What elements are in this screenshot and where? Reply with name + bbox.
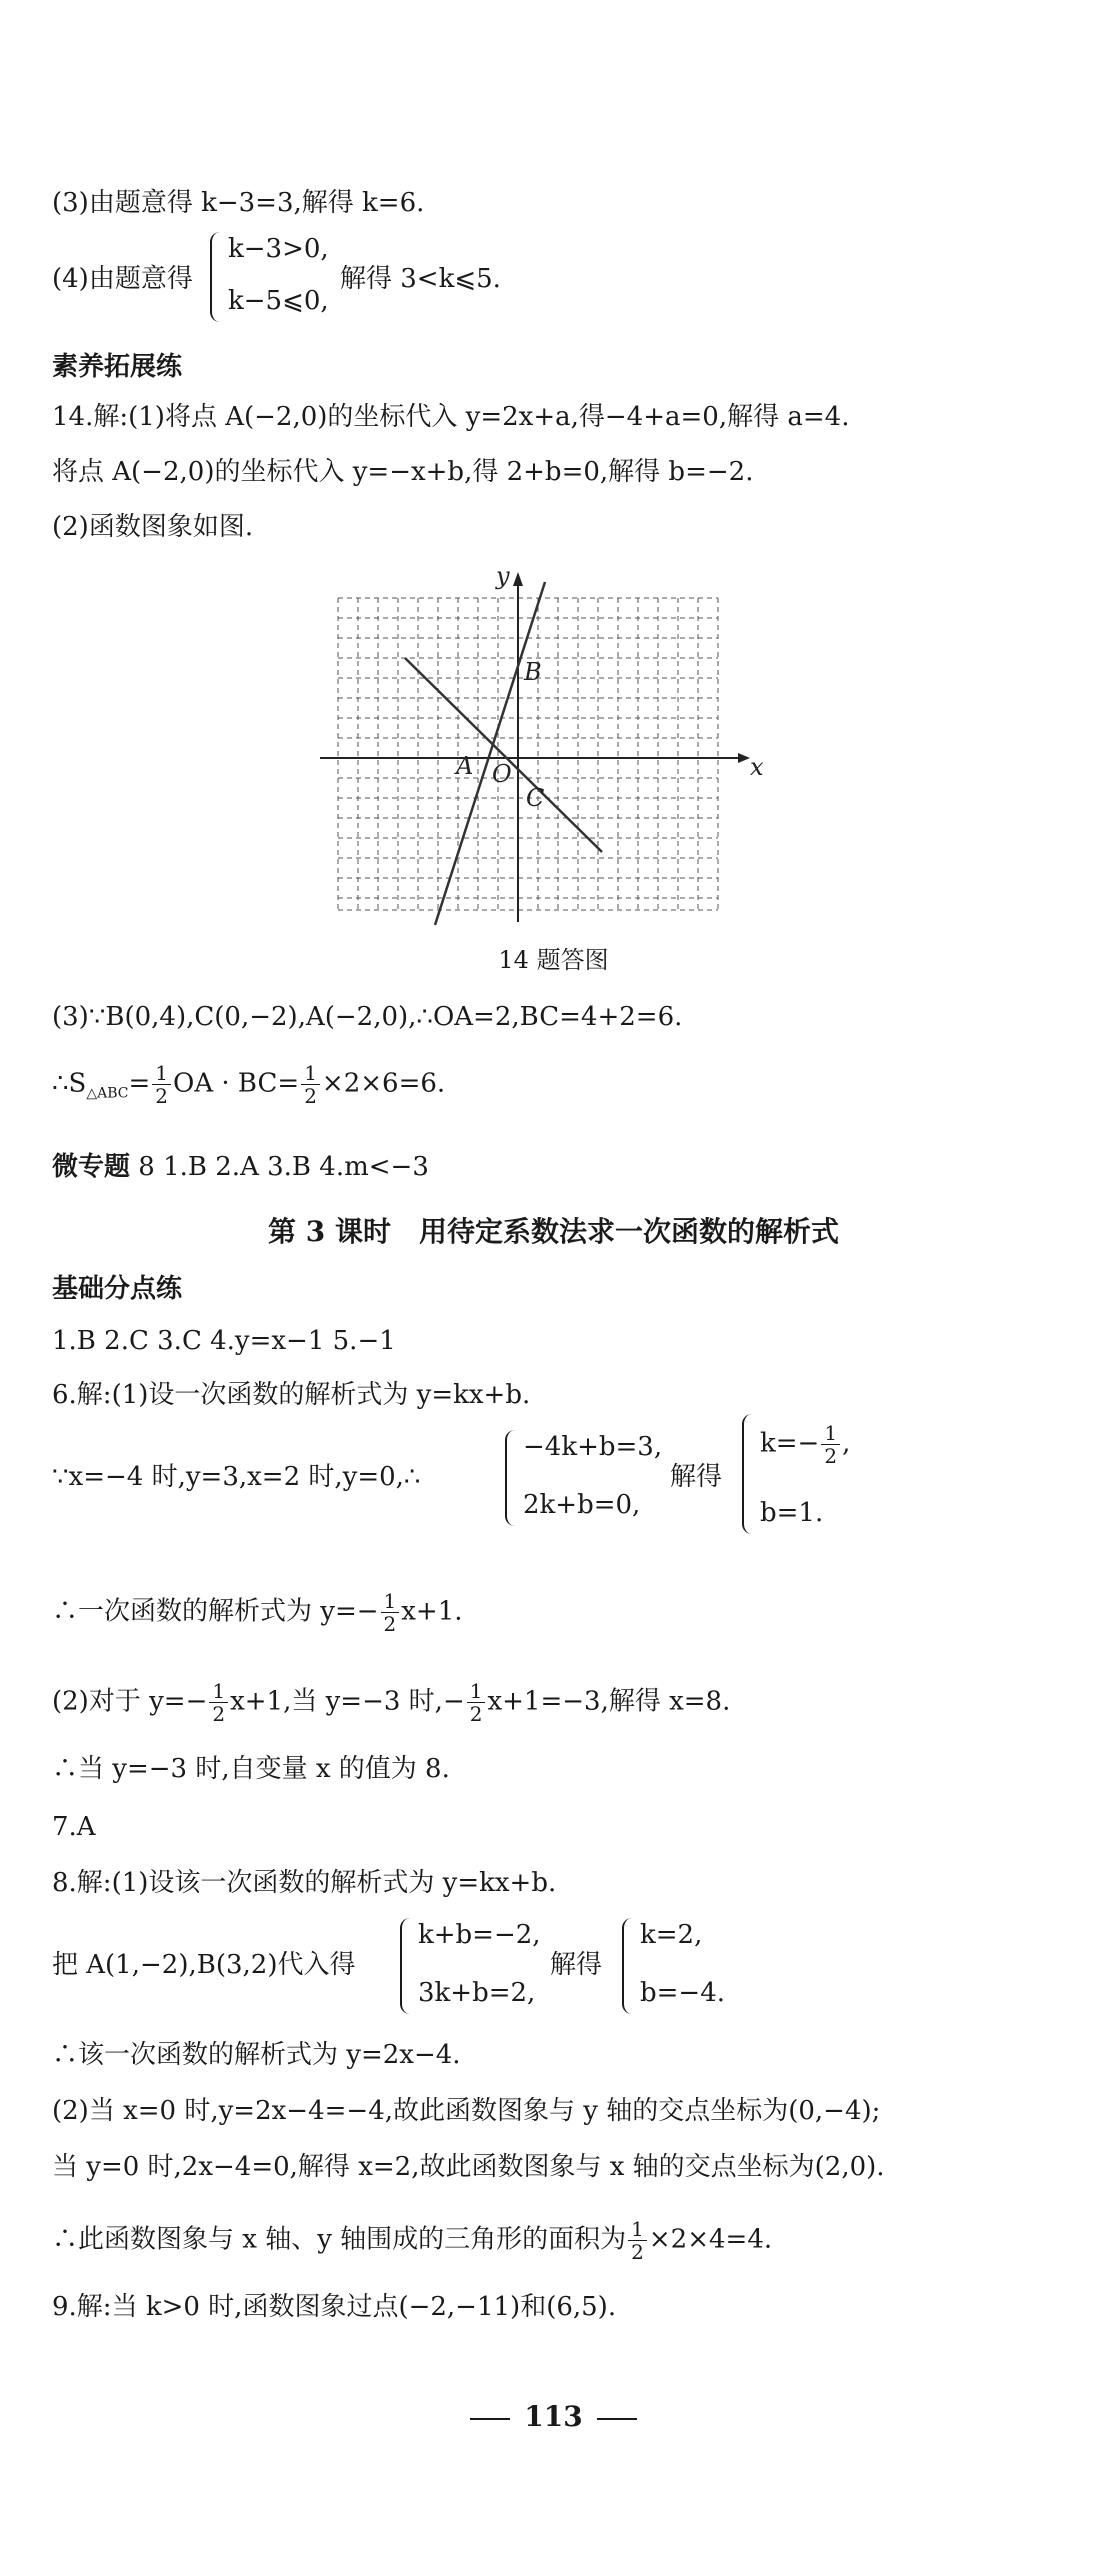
answer-6-part-2: (2)对于 y=− $\frac{1}{2}$ x+1,当 y=−3 时,− $\frac{1}{2}$ x+1=−3,解得 x=8. (52, 1679, 731, 1726)
answer-6-line-1: 6.解:(1)设一次函数的解析式为 y=kx+b. (52, 1380, 531, 1410)
answer-14-line-2: 将点 A(−2,0)的坐标代入 y=−x+b,得 2+b=0,解得 b=−2. (52, 457, 754, 487)
answers-1-5: 1.B 2.C 3.C 4.y=x−1 5.−1 (52, 1326, 396, 1356)
system-eq-2: k−5⩽0, (228, 286, 329, 316)
answer-8-part-2-line-1: (2)当 x=0 时,y=2x−4=−4,故此函数图象与 y 轴的交点坐标为(0,−4); (52, 2096, 881, 2126)
micro-topic-answers: 微专题 8 1.B 2.A 3.B 4.m<−3 (52, 1152, 429, 1182)
brace (505, 1430, 521, 1526)
answer-4-prefix: (4)由题意得 (52, 264, 193, 294)
answer-14-line-3: (2)函数图象如图. (52, 512, 254, 542)
brace (210, 232, 226, 322)
line-y-minus-x-minus-2 (405, 658, 602, 852)
answer-6-result: ∴一次函数的解析式为 y=− $\frac{1}{2}$ x+1. (52, 1589, 463, 1636)
answer-8-system (400, 1918, 570, 2014)
x-axis-arrow (738, 753, 750, 763)
y-axis-arrow (513, 572, 523, 586)
area-subscript: △ABC (86, 1085, 129, 1102)
system-eq-2: 3k+b=2, (418, 1978, 536, 2008)
fraction-half: $\frac{1}{2}$ (152, 1062, 171, 1107)
answer-9: 9.解:当 k>0 时,函数图象过点(−2,−11)和(6,5). (52, 2292, 617, 2322)
answer-8-substitute: 把 A(1,−2),B(3,2)代入得 (52, 1950, 356, 1980)
brace (622, 1918, 638, 2014)
answer-7: 7.A (52, 1812, 96, 1842)
area-result: ×2×6=6. (321, 1068, 446, 1099)
brace (400, 1918, 416, 2014)
point-a-label: A (456, 752, 474, 780)
solution-b: b=−4. (640, 1978, 726, 2008)
answer-4-result: 解得 3<k⩽5. (340, 264, 501, 294)
y-axis-label: y (496, 562, 510, 590)
area-middle: OA · BC= (173, 1068, 300, 1099)
answer-14-area (52, 1062, 445, 1111)
solution-b: b=1. (760, 1498, 824, 1528)
solve-label: 解得 (670, 1462, 723, 1492)
lesson-title: 第 3 课时 用待定系数法求一次函数的解析式 (268, 1215, 839, 1248)
answer-6-solution (742, 1414, 902, 1534)
answer-8-area: ∴此函数图象与 x 轴、y 轴围成的三角形的面积为 $\frac{1}{2}$ ×2×4=4. (52, 2217, 773, 2264)
figure-caption: 14 题答图 (498, 946, 609, 974)
brace (742, 1414, 758, 1534)
function-graph (320, 560, 770, 930)
answer-14-line-4: (3)∵B(0,4),C(0,−2),A(−2,0),∴OA=2,BC=4+2=6. (52, 1002, 683, 1032)
origin-label: O (492, 760, 512, 788)
system-eq-2: 2k+b=0, (523, 1490, 641, 1520)
answer-8-part-2-line-2: 当 y=0 时,2x−4=0,解得 x=2,故此函数图象与 x 轴的交点坐标为(2,0). (52, 2152, 885, 2182)
point-b-label: B (524, 658, 542, 686)
fraction-half: $\frac{1}{2}$ (301, 1062, 320, 1107)
point-c-label: C (526, 784, 545, 812)
answer-3: (3)由题意得 k−3=3,解得 k=6. (52, 188, 425, 218)
page-number: 113 (0, 2400, 1107, 2433)
solution-k: k=2, (640, 1920, 703, 1950)
system-eq-1: k+b=−2, (418, 1920, 541, 1950)
system-eq-1: k−3>0, (228, 234, 329, 264)
section-heading-extension: 素养拓展练 (52, 352, 183, 382)
answer-4-system (210, 232, 360, 322)
section-heading-basic: 基础分点练 (52, 1274, 183, 1304)
x-axis-label: x (750, 753, 764, 781)
answer-6-conclusion: ∴当 y=−3 时,自变量 x 的值为 8. (52, 1754, 450, 1784)
line-y-2x-plus-4 (435, 582, 545, 925)
answer-8-solution (622, 1918, 772, 2014)
answer-14-line-1: 14.解:(1)将点 A(−2,0)的坐标代入 y=2x+a,得−4+a=0,解得 a=4. (52, 402, 850, 432)
grid (338, 598, 718, 910)
solve-label: 解得 (550, 1950, 603, 1980)
system-eq-1: −4k+b=3, (523, 1432, 663, 1462)
equals: = (128, 1068, 151, 1099)
solution-k: k=− $\frac{1}{2}$ , (760, 1421, 851, 1468)
area-prefix: ∴S (52, 1068, 87, 1099)
answer-6-system (505, 1430, 685, 1526)
answer-8-line-1: 8.解:(1)设该一次函数的解析式为 y=kx+b. (52, 1868, 557, 1898)
answer-8-result: ∴该一次函数的解析式为 y=2x−4. (52, 2040, 461, 2070)
answer-6-condition: ∵x=−4 时,y=3,x=2 时,y=0,∴ (52, 1462, 421, 1492)
